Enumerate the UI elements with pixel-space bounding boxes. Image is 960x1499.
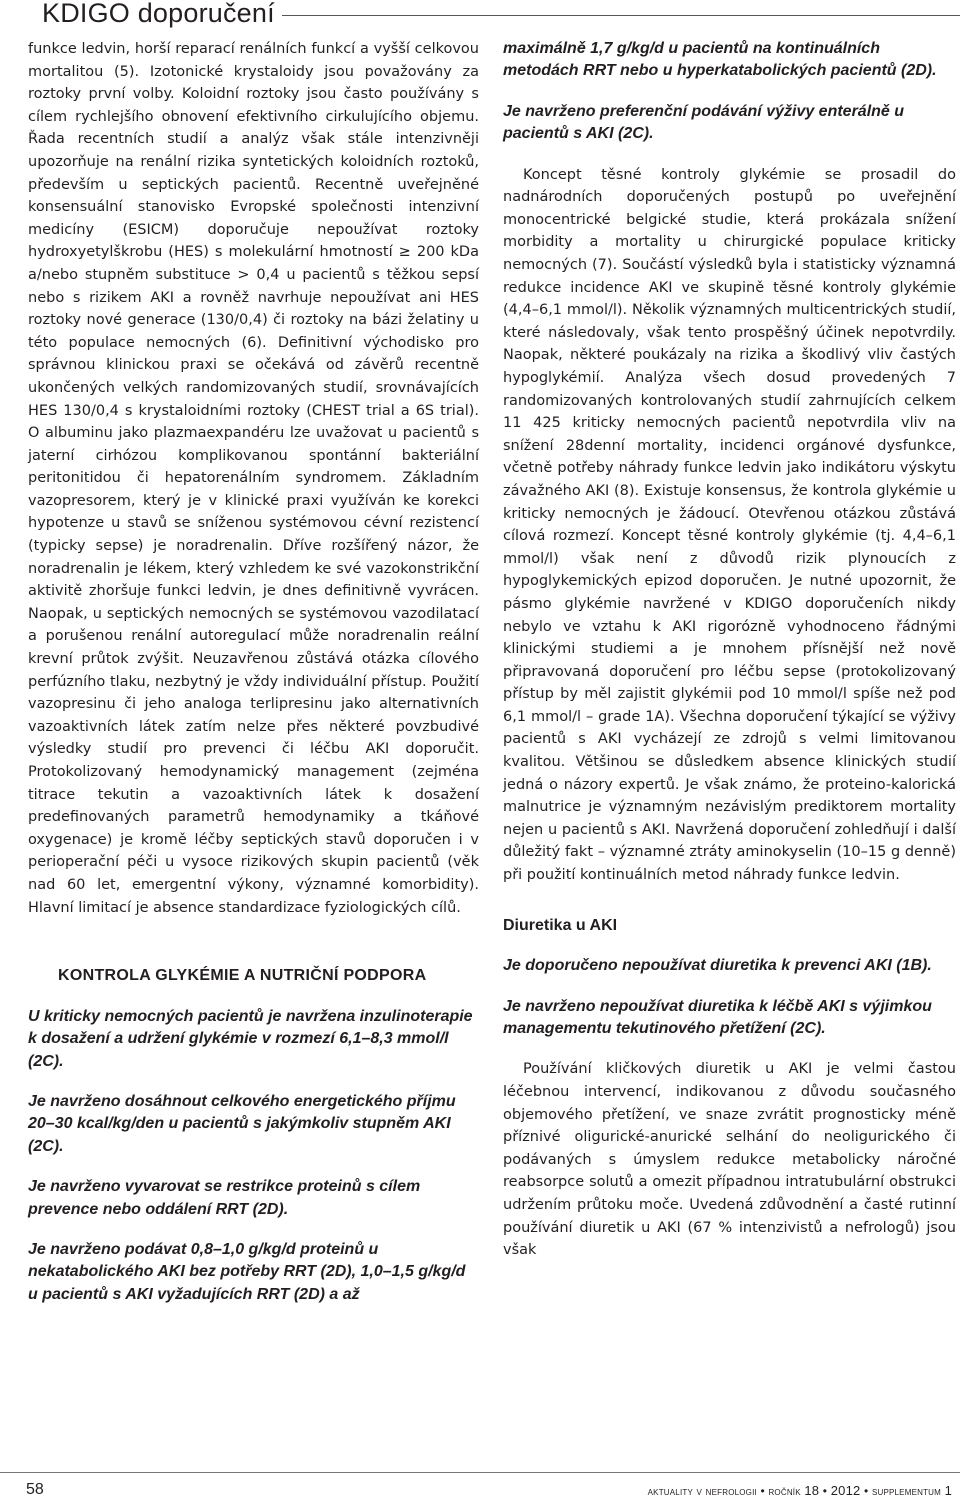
bullet: • <box>822 1484 828 1498</box>
right-column <box>503 38 956 1262</box>
page-header <box>0 0 960 40</box>
header-rule <box>282 15 960 16</box>
volume-label: ročník <box>768 1484 801 1498</box>
recommendation: U kriticky nemocných pacientů je navržena inzulinoterapie k dosažení a udržení glykémie v rozmezí 6,1–8,3 mmol/l (2C). <box>28 1007 473 1070</box>
recommendation: Je navrženo preferenční podávání výživy enterálně u pacientů s AKI (2C). <box>503 102 905 143</box>
volume: 18 <box>804 1483 820 1498</box>
left-column <box>28 38 479 1306</box>
subsection-heading: Diuretika u AKI <box>503 916 618 934</box>
bullet: • <box>863 1484 869 1498</box>
footer-rule <box>0 1472 960 1473</box>
running-title: KDIGO doporučení <box>42 0 275 28</box>
recommendation: Je doporučeno nepoužívat diuretika k prevenci AKI (1B). <box>503 957 932 975</box>
journal-info <box>648 1483 952 1498</box>
journal-name: aktuality v nefrologii <box>647 1484 757 1498</box>
body-paragraph: Koncept těsné kontroly glykémie se prosadil do nadnárodních doporučených postupů po uveřejnění monocentrické belgické studie, která prokázala snížení morbidity a mortality u chirurgické populace kriticky nemocných (7). Součástí výsledků byla i statisticky významná redukce incidence AKI ve skupině těsné kontroly glykémie (4,4–6,1 mmol/l). Několik významných multicentrických studií, které následovaly, však tento prospěšný účinek nepotvrdily. Naopak, některé poukázaly na rizika a škodlivý vliv častých hypoglykémií. Analýza všech dosud provedených 7 randomizovaných kontrolovaných studií zahrnujících celkem 11 425 kriticky nemocných pacientů nepotvrdila vliv na snížení 28denní mortality, incidenci orgánové dysfunkce, včetně potřeby náhrady funkce ledvin jako indikátoru výskytu závažného AKI (8). Existuje konsensus, že kontrola glykémie u kriticky nemocných je žádoucí. Otevřenou otázkou zůstává cílová rozmezí. Koncept těsné kontroly glykémie (tj. 4,4–6,1 mmol/l) však není z důvodů rizik plynoucích z hypoglykemických epizod doporučen. Je nutné upozornit, že pásmo glykémie navržené v KDIGO doporučeních nikdy nebylo ve vztahu k AKI rigorózně vyhodnoceno řádnými klinickými studiemi a je mnohem přísnější než nově připravovaná doporučení pro léčbu sepse (protokolizovaný přístup by měl zajistit glykémii pod 10 mmol/l spíše než pod 6,1 mmol/l – grade 1A). Všechna doporučení týkající se výživy pacientů s AKI vycházejí ze zdrojů s velmi limitovanou kvalitou. Většinou se důsledkem absence klinických studií jedná o názory expertů. Je však známo, že proteino-kalorická malnutrice je významným nezávislým prediktorem mortality nejen u pacientů s AKI. Navržená doporučení zohledňují i další důležitý fakt – významné ztráty aminokyselin (10–15 g denně) při použití kontinuálních metod náhrady funkce ledvin. <box>503 166 956 884</box>
page-number: 58 <box>26 1481 44 1498</box>
section-heading: KONTROLA GLYKÉMIE A NUTRIČNÍ PODPORA <box>58 967 427 985</box>
supplement-number: 1 <box>944 1483 952 1498</box>
page-footer <box>0 1472 960 1499</box>
recommendation: Je navrženo vyvarovat se restrikce proteinů s cílem prevence nebo oddálení RRT (2D). <box>28 1178 421 1218</box>
recommendation: Je navrženo nepoužívat diuretika k léčbě AKI s výjimkou managementu tekutinového přetížení (2C). <box>503 997 932 1038</box>
recommendation: Je navrženo dosáhnout celkového energetického příjmu 20–30 kcal/kg/den u pacientů s jakýmkoliv stupněm AKI (2C). <box>28 1092 456 1155</box>
supplement-label: supplementum <box>871 1484 942 1498</box>
recommendation: maximálně 1,7 g/kg/d u pacientů na kontinuálních metodách RRT nebo u hyperkatabolických pacientů (2D). <box>503 40 937 80</box>
bullet: • <box>760 1484 765 1498</box>
body-paragraph: Používání kličkových diuretik u AKI je velmi častou léčebnou intervencí, indikovanou z důvodu současného objemového přetížení, ve snaze zvrátit prognosticky méně příznivé oligurické-anurické selhání do neoligurického či podávaných s úmyslem redukce metabolicky náročné reabsorpce solutů a omezit případnou intratubulární obstrukci udržením průtoku moče. Uvedená zdůvodnění a časté rutinní používání diuretik u AKI (67 % intenzivistů a nefrologů) jsou však <box>503 1061 956 1259</box>
year: 2012 <box>830 1483 861 1498</box>
recommendation: Je navrženo podávat 0,8–1,0 g/kg/d proteinů u nekatabolického AKI bez potřeby RRT (2D), 1,0–1,5 g/kg/d u pacientů s AKI vyžadujících RRT (2D) a až <box>28 1241 466 1303</box>
body-paragraph: funkce ledvin, horší reparací renálních funkcí a vyšší celkovou mortalitou (5). Izotonické krystaloidy jsou považovány za roztoky první volby. Koloidní roztoky jsou často používány s cílem rychlejšího obnovení efektivního cirkulujícího objemu. Řada recentních studií a analýz však stále intenzivněji upozorňuje na renální rizika syntetických koloidních roztoků, především u septických pacientů. Recentně uveřejněné konsensuální stanovisko Evropské společnosti intenzivní medicíny (ESICM) doporučuje nepoužívat roztoky hydroxyetylškrobu (HES) s molekulární hmotností ≥ 200 kDa a/nebo stupněm substituce > 0,4 u pacientů s těžkou sepsí nebo s rizikem AKI a rovněž navrhuje nepoužívat ani HES roztoky nové generace (130/0,4) či roztoky na bázi želatiny u této populace nemocných (6). Definitivní východisko pro správnou klinickou praxi se očekává od závěrů recentně ukončených velkých randomizovaných studií, srovnávajících HES 130/0,4 s krystaloidními roztoky (CHEST trial a 6S trial). O albuminu jako plazmaexpandéru lze uvažovat u pacientů s jaterní cirhózou komplikovanou spontánní bakteriální peritonitidou či hepatorenálním syndromem. Základním vazopresorem, který je v klinické praxi využíván ke korekci hypotenze u stavů se sníženou systémovou cévní rezistencí (typicky sepse) je noradrenalin. Dříve rozšířený názor, že noradrenalin je lékem, který vzhledem ke své vazokonstrikční aktivitě zhoršuje funkci ledvin, je dnes definitivně vyvrácen. Naopak, u septických nemocných se systémovou vazodilatací a porušenou renální autoregulací může noradrenalin reální krevní průtok zvýšit. Neuzavřenou zůstává otázka cílového perfúzního tlaku, nezbytný je vždy individuální přístup. Použití vazopresinu či jeho analoga terlipresinu jako alternativních vazoaktivních látek zatím nelze přes některé povzbudivé výsledky studií pro prevenci či léčbu AKI doporučit. Protokolizovaný hemodynamický management (zejména titrace tekutin a vazoaktivních látek k dosažení predefinovaných parametrů hemodynamiky a tkáňové oxygenace) je kromě léčby septických stavů doporučen i v perioperační péči u vysoce rizikových skupin pacientů (věk nad 60 let, emergentní výkony, významné komorbidity). Hlavní limitací je absence standardizace fyziologických cílů. <box>28 41 479 916</box>
